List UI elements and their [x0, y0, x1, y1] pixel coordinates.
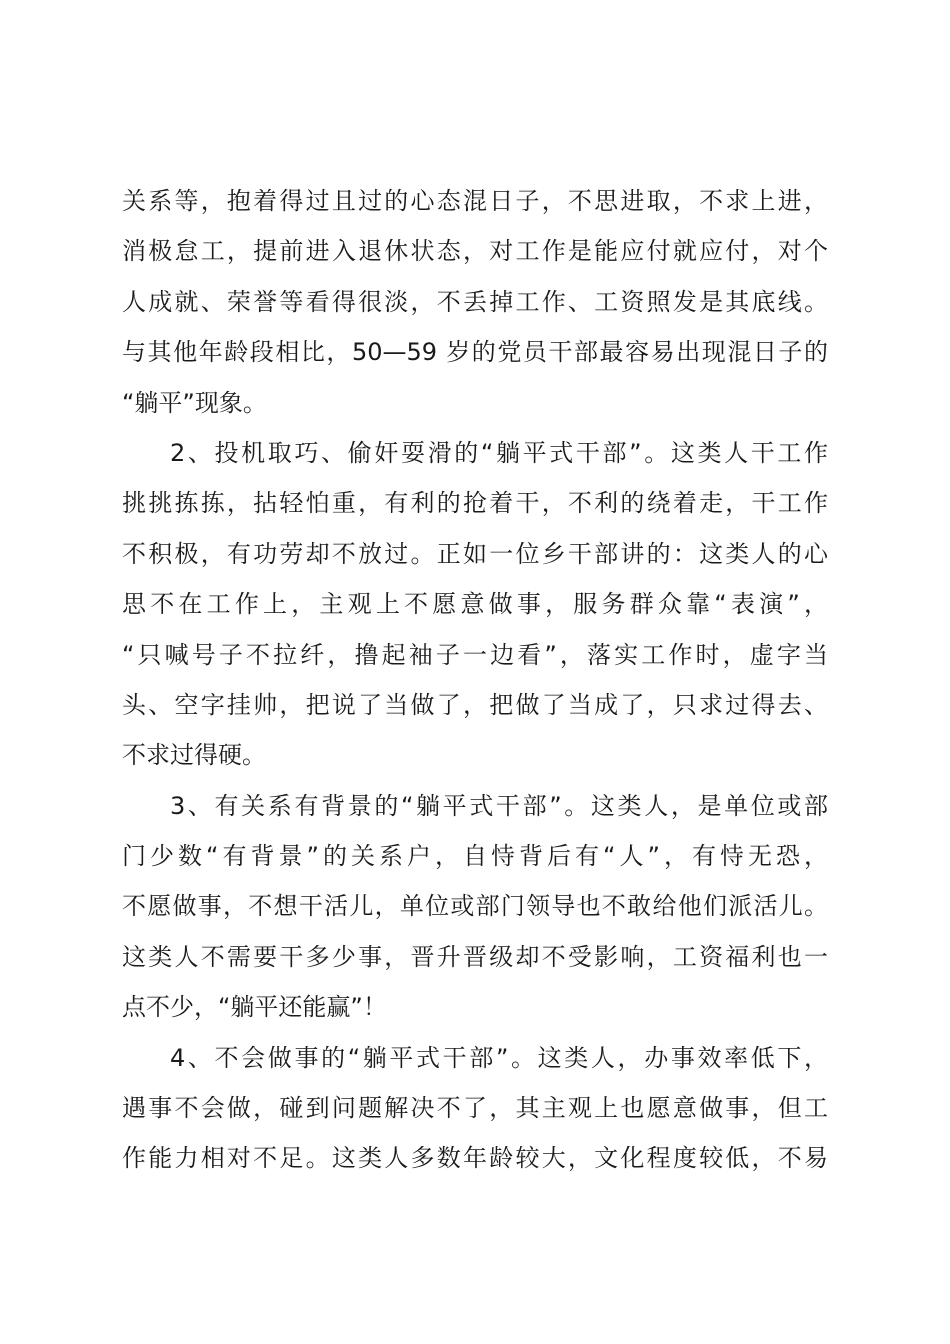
paragraph-item-4: [122, 1033, 828, 1184]
paragraph-item-2: [122, 428, 828, 781]
text-line: 人成就、荣誉等看得很淡，不丢掉工作、工资照发是其底线。: [122, 287, 828, 316]
text-line: 作能力相对不足。这类人多数年龄较大，文化程度较低，不易: [122, 1144, 828, 1173]
paragraph-continuation: [122, 176, 828, 428]
text-line: 挑挑拣拣，拈轻怕重，有利的抢着干，不利的绕着走，干工作: [122, 489, 828, 518]
text-line: 点不少，“躺平还能赢”！: [122, 993, 387, 1022]
text-line: 头、空字挂帅，把说了当做了，把做了当成了，只求过得去、: [122, 690, 828, 719]
text-line: 不求过得硬。: [122, 741, 266, 770]
text-line: “躺平”现象。: [122, 388, 267, 417]
text-line: 门少数“有背景”的关系户，自恃背后有“人”，有恃无恐，: [122, 842, 828, 871]
text-line: 2、投机取巧、偷奸耍滑的“躺平式干部”。这类人干工作: [170, 438, 828, 467]
text-line: 不愿做事，不想干活儿，单位或部门领导也不敢给他们派活儿。: [122, 892, 828, 921]
document-body: [122, 176, 828, 1184]
text-line: 关系等，抱着得过且过的心态混日子，不思进取，不求上进，: [122, 187, 828, 215]
text-line: 不积极，有功劳却不放过。正如一位乡干部讲的：这类人的心: [122, 539, 828, 568]
text-line: 思不在工作上，主观上不愿意做事，服务群众靠“表演”，: [122, 590, 828, 619]
text-line: “只喊号子不拉纤，撸起袖子一边看”，落实工作时，虚字当: [122, 640, 828, 669]
text-line: 与其他年龄段相比，50—59 岁的党员干部最容易出现混日子的: [122, 338, 828, 367]
paragraph-item-3: [122, 781, 828, 1033]
text-line: 4、不会做事的“躺平式干部”。这类人，办事效率低下，: [170, 1043, 828, 1072]
text-line: 这类人不需要干多少事，晋升晋级却不受影响，工资福利也一: [122, 942, 828, 971]
text-line: 消极怠工，提前进入退休状态，对工作是能应付就应付，对个: [122, 237, 828, 266]
text-line: 3、有关系有背景的“躺平式干部”。这类人，是单位或部: [170, 791, 828, 820]
text-line: 遇事不会做，碰到问题解决不了，其主观上也愿意做事，但工: [122, 1094, 828, 1123]
